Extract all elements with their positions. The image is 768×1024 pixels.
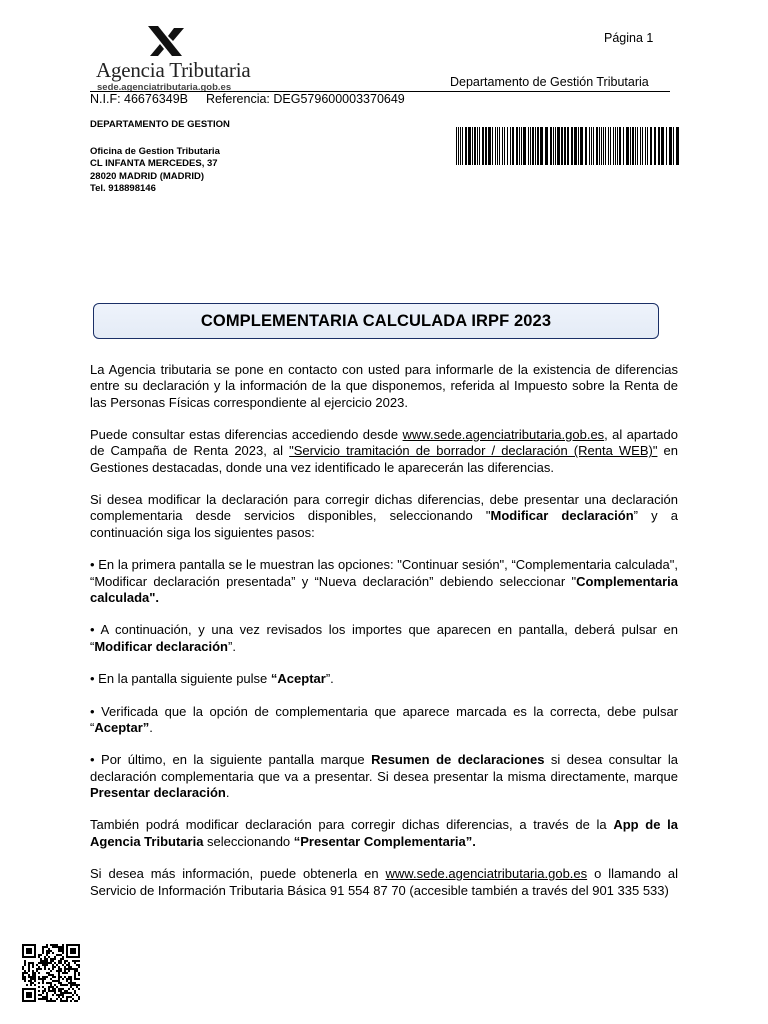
text: en Gestiones destacadas, donde una vez identificado le aparecerán las diferencias. <box>90 443 678 475</box>
letter-body <box>90 362 678 915</box>
paragraph-info <box>90 866 678 899</box>
text: ” y a continuación siga los siguientes pasos: <box>90 508 678 540</box>
text: Puede consultar estas diferencias accediendo desde <box>90 427 403 443</box>
text: También podrá modificar declaración para corregir dichas diferencias, a través de la <box>90 817 614 833</box>
sender-department: DEPARTAMENTO DE GESTION <box>90 119 230 130</box>
text: ”. <box>228 638 236 654</box>
paragraph-consult <box>90 427 678 476</box>
paragraph-modify <box>90 492 678 541</box>
bold-text: Modificar declaración <box>94 638 228 654</box>
bold-text: Aceptar” <box>94 719 150 735</box>
text: o llamando al Servicio de Información Tributaria Básica 91 554 87 70 (accesible también a través del 901 335 533) <box>90 866 678 898</box>
text: ”. <box>325 671 334 687</box>
agency-logo-icon <box>144 24 186 58</box>
sender-phone: Tel. 918898146 <box>90 183 156 194</box>
sender-office: Oficina de Gestion Tributaria <box>90 145 220 157</box>
step-3 <box>90 671 678 687</box>
text: , al apartado de Campaña de Renta 2023, al <box>90 427 679 459</box>
text: si desea consultar la declaración complementaria que va a presentar. Si desea presentar la misma directamente, marque <box>90 752 678 784</box>
text: Si desea más información, puede obtenerla en <box>90 866 386 882</box>
step-2 <box>90 622 678 655</box>
sede-link[interactable]: www.sede.agenciatributaria.gob.es <box>402 427 605 443</box>
reference-value: Referencia: DEG579600003370649 <box>205 92 405 106</box>
bold-text: “Aceptar <box>270 671 326 687</box>
title-box <box>93 303 659 339</box>
text: Si desea modificar la declaración para corregir dichas diferencias, debe presentar una declaración complementaria desde servicios disponibles, seleccionando " <box>90 492 678 524</box>
text: • Por último, en la siguiente pantalla marque <box>90 752 372 768</box>
step-1 <box>90 557 678 606</box>
document-title: COMPLEMENTARIA CALCULADA IRPF 2023 <box>200 311 552 330</box>
text: • Verificada que la opción de complementaria que aparece marcada es la correcta, debe pulsar “ <box>90 703 678 735</box>
barcode-image <box>456 127 682 165</box>
bold-text: Complementaria calculada". <box>90 573 678 605</box>
text: . <box>225 784 230 800</box>
bold-text: App de la Agencia Tributaria <box>90 817 678 849</box>
page-number: Página 1 <box>604 31 654 45</box>
text: seleccionando <box>203 833 294 849</box>
text: • En la pantalla siguiente pulse <box>90 671 271 687</box>
bold-text: Modificar declaración <box>490 508 634 524</box>
agency-url: sede.agenciatributaria.gob.es <box>97 82 232 93</box>
text: . <box>149 719 153 735</box>
department-header: Departamento de Gestión Tributaria <box>450 75 649 89</box>
sender-city: 28020 MADRID (MADRID) <box>90 170 205 182</box>
sender-address <box>90 119 230 196</box>
nif-value: N.I.F: 46676349B <box>90 92 188 106</box>
step-4 <box>90 704 678 737</box>
paragraph-app <box>90 817 678 850</box>
bold-text: Presentar declaración <box>90 784 226 800</box>
bold-text: Resumen de declaraciones <box>371 752 545 768</box>
step-5 <box>90 752 678 801</box>
agency-logo <box>92 24 252 94</box>
qr-code-image <box>22 944 80 1002</box>
reference-line <box>90 92 405 106</box>
sender-street: CL INFANTA MERCEDES, 37 <box>90 158 218 169</box>
sede-link-info[interactable]: www.sede.agenciatributaria.gob.es <box>385 866 588 882</box>
bold-text: “Presentar Complementaria”. <box>293 833 476 849</box>
paragraph-intro: La Agencia tributaria se pone en contacto con usted para informarle de la existencia de diferencias entre su declaración y la información de la que disponemos, referida al Impuesto sobre la Renta de las Personas Físicas correspondiente al ejercicio 2023. <box>90 362 678 410</box>
text: • A continuación, y una vez revisados los importes que aparecen en pantalla, deberá pulsar en “ <box>90 622 678 654</box>
text: • En la primera pantalla se le muestran las opciones: "Continuar sesión", “Complementaria calculada", “Modificar declaración presentada” y “Nueva declaración” debiendo seleccionar " <box>90 557 678 589</box>
agency-name: Agencia Tributaria <box>96 58 251 82</box>
renta-web-link[interactable]: "Servicio tramitación de borrador / declaración (Renta WEB)" <box>289 443 658 459</box>
